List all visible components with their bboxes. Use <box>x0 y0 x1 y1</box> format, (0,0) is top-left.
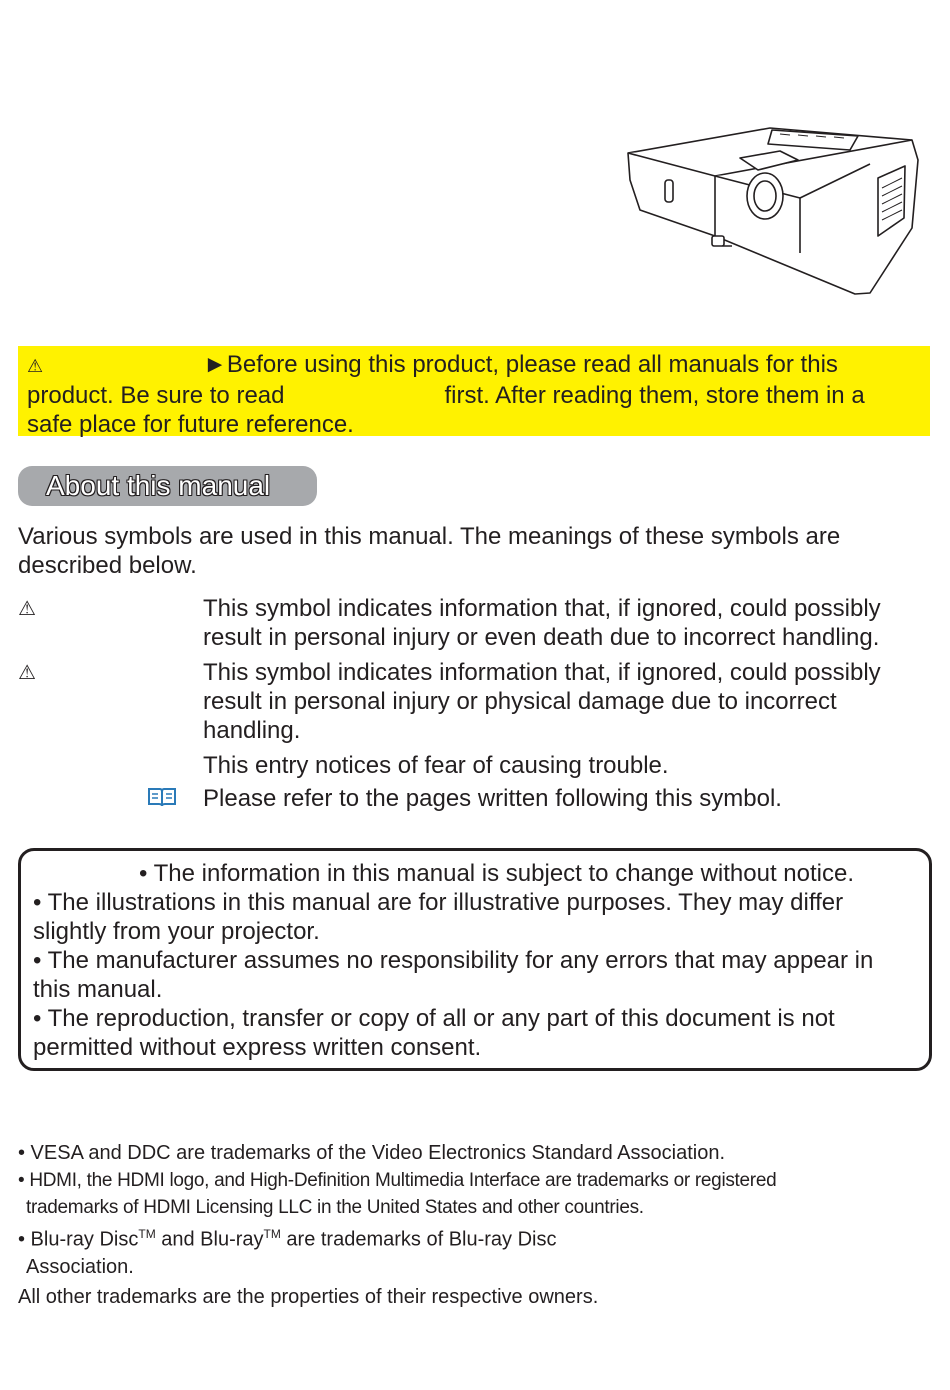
warning-line-2: product. Be sure to read first. After reading them, store them in a <box>27 382 865 409</box>
symbol-description-4: Please refer to the pages written following this symbol. <box>203 785 782 812</box>
trademark-hdmi-cont: trademarks of HDMI Licensing LLC in the United States and other countries. <box>26 1197 644 1218</box>
warning-triangle-icon: ⚠ <box>18 598 36 620</box>
trademark-final: All other trademarks are the properties of their respective owners. <box>18 1286 599 1308</box>
trademark-bluray-cont: Association. <box>26 1255 134 1278</box>
notice-item: • The illustrations in this manual are for illustrative purposes. They may differ slightly from your projector. <box>33 889 844 945</box>
trademark-list <box>18 1140 918 1281</box>
intro-paragraph: Various symbols are used in this manual. The meanings of these symbols are described below. <box>18 523 841 579</box>
symbol-description-3: This entry notices of fear of causing trouble. <box>203 752 669 779</box>
notice-item: • The reproduction, transfer or copy of all or any part of this document is not permitted without express written consent. <box>33 1005 835 1061</box>
projector-illustration <box>620 118 925 303</box>
warning-line-1: ⚠ ►Before using this product, please read all manuals for this <box>27 351 838 378</box>
trademark-vesa: • VESA and DDC are trademarks of the Video Electronics Standard Association. <box>18 1142 726 1164</box>
trademark-hdmi: • HDMI, the HDMI logo, and High-Definition Multimedia Interface are trademarks or registered <box>18 1170 777 1191</box>
book-icon <box>147 786 177 808</box>
warning-triangle-icon: ⚠ <box>27 356 44 376</box>
symbol-description-1: This symbol indicates information that, if ignored, could possibly result in personal injury or even death due to incorrect handling. <box>203 595 881 651</box>
warning-line-3: safe place for future reference. <box>27 411 354 438</box>
section-heading <box>18 466 317 506</box>
section-title: About this manual <box>46 470 271 501</box>
caution-triangle-icon: ⚠ <box>18 662 36 684</box>
notice-box <box>18 848 932 1071</box>
symbol-description-2: This symbol indicates information that, if ignored, could possibly result in personal injury or physical damage due to incorrect handling. <box>203 659 881 744</box>
trademark-bluray: • Blu-ray Disc™ and Blu-ray™ are trademarks of Blu-ray Disc <box>18 1227 557 1251</box>
notice-item: • The information in this manual is subject to change without notice. <box>139 860 855 887</box>
notice-item: • The manufacturer assumes no responsibility for any errors that may appear in this manual. <box>33 947 874 1003</box>
warning-box <box>18 346 930 436</box>
